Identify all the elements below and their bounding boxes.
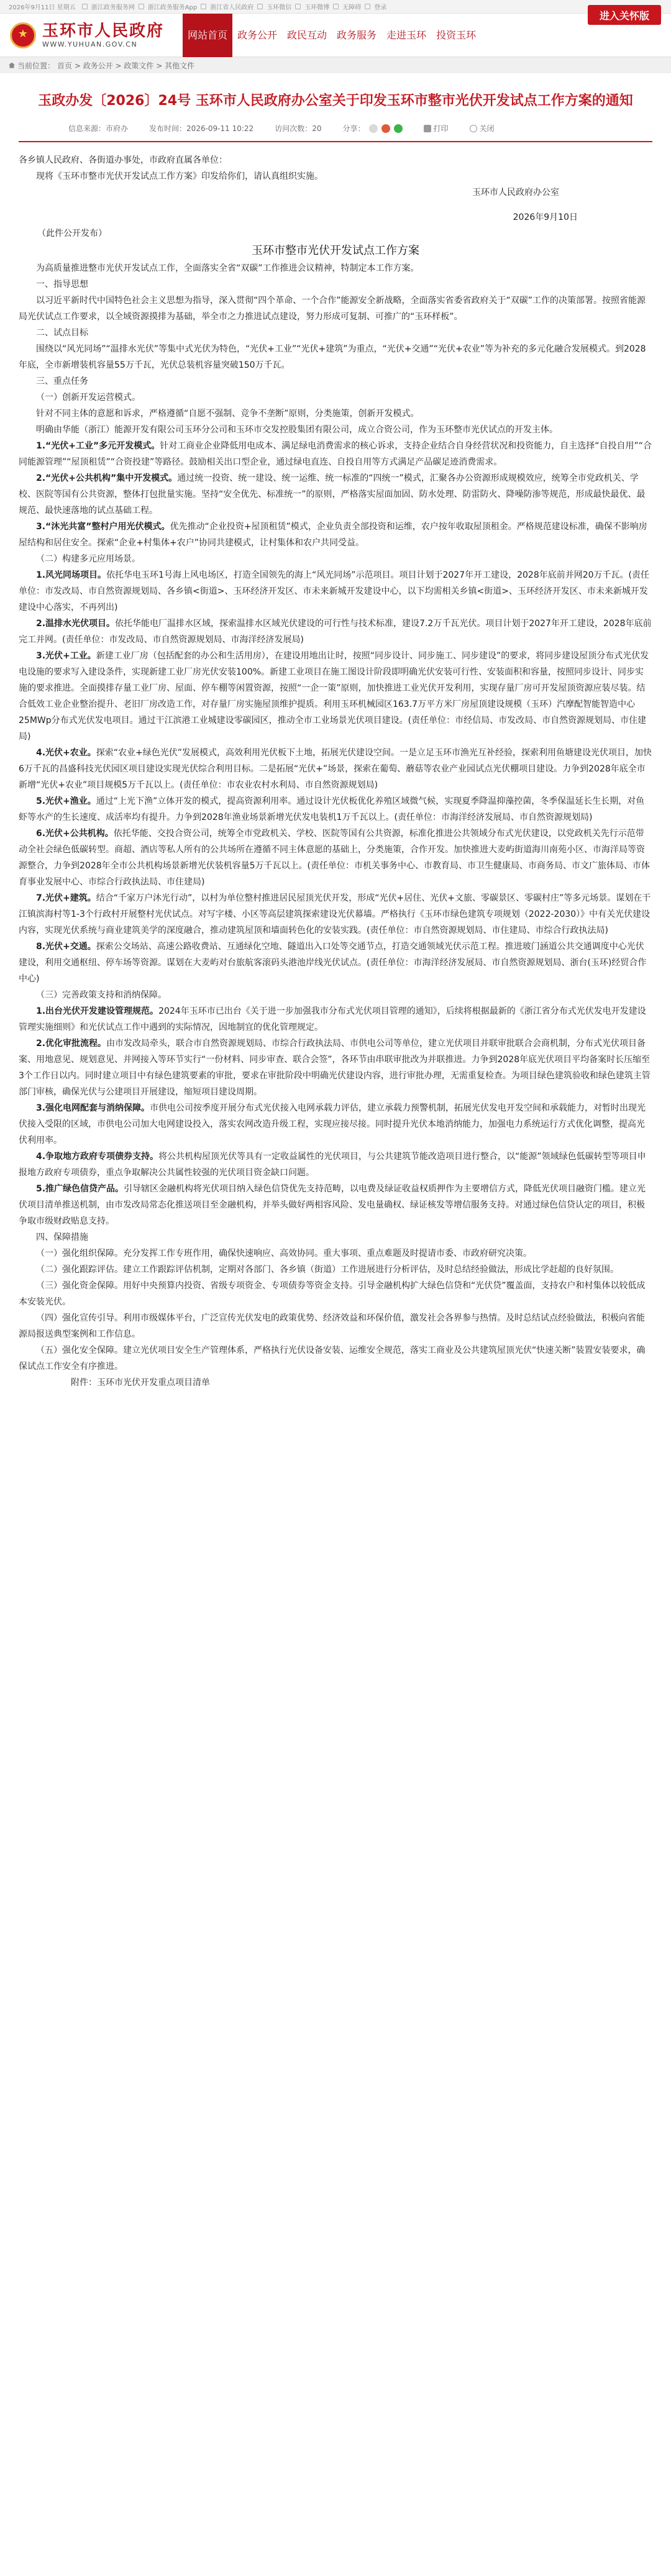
- breadcrumb-prefix: 当前位置：: [17, 61, 55, 70]
- plan-paragraph: [19, 406, 652, 422]
- paragraph-lead: 1.“光伏+工业”多元开发模式。: [36, 441, 160, 451]
- paragraph-text: 依托华能电厂温排水区域，探索温排水区域光伏建设的可行性与技术标准，建设7.2万千瓦光伏。项目计划于2027年开工建设，2028年底前完工并网。(责任单位：市发改局、市自然资源规划局、市海洋经济发展局): [19, 619, 652, 645]
- breadcrumb-items: [57, 60, 194, 71]
- plan-paragraph: [19, 890, 652, 939]
- nav-item[interactable]: 政务服务: [337, 29, 377, 41]
- plan-paragraph: [19, 438, 652, 470]
- paragraph-lead: 4.光伏+农业。: [36, 748, 96, 758]
- plan-paragraph: [19, 519, 652, 551]
- paragraph-text: 2024年玉环市已出台《关于进一步加强我市分布式光伏项目管理的通知》，后续将根据最新的《浙江省分布式光伏发电开发建设管理实施细则》和光伏试点工作中遇到的实际情况，因地制宜的优化管理规定。: [19, 1006, 646, 1032]
- link-icon: [139, 4, 144, 9]
- plan-paragraphs: [19, 260, 652, 1375]
- breadcrumb-item[interactable]: 政务公开: [83, 61, 113, 70]
- link-icon: [82, 4, 88, 9]
- paragraph-text: （四）强化宣传引导。利用市级媒体平台，广泛宣传光伏发电的政策优势、经济效益和环保价值，激发社会各界参与热情。及时总结试点经验做法，积极向省能源局报送典型案例和工作信息。: [19, 1313, 645, 1339]
- plan-paragraph: [19, 1278, 652, 1310]
- top-link[interactable]: 浙江政务服务网: [91, 4, 135, 11]
- paragraph-text: （一）创新开发运营模式。: [36, 393, 140, 403]
- nav-item[interactable]: 网站首页: [183, 14, 232, 57]
- breadcrumb-separator: >: [112, 61, 124, 70]
- notice-text: 现将《玉环市整市光伏开发试点工作方案》印发给你们，请认真组织实施。: [36, 171, 323, 181]
- paragraph-lead: 1.风光同场项目。: [36, 570, 107, 580]
- paragraph-text: 新建工业厂房（包括配套的办公和生活用房），在建设用地出让时，按照“同步设计、同步施工、同步建设”的要求，将同步建设屋顶分布式光伏发电设施的要求写入建设条件，实现新建工业厂房光伏安装100%。新建工业项目在施工图设计阶段即明确光伏安装可行性、安装面积和容量，按照同步设计、同步实施的要求推进。全面摸排存量工业厂房、屋面、停车棚等闲置资源，按照“一企一策”原则，加快推进工业光伏开发利用，实现存量厂房可开发屋顶资源应装尽装。结合低效工业企业整治提升、老旧厂房改造工作，对存量厂房实施屋顶维护提质。利用玉环机械园区163.7万平方米厂房屋顶建设规模（玉环）汽摩配智能智造中心25MWp分布式光伏发电项目。通过干江滨港工业城建设零碳园区，推动全市工业场景光伏项目建设。(责任单位：市经信局、市发改局、市自然资源规划局、市住建局): [19, 651, 649, 742]
- paragraph-text: 二、试点目标: [36, 328, 88, 338]
- breadcrumb-item[interactable]: 其他文件: [165, 61, 195, 70]
- nav-item[interactable]: 政务公开: [237, 29, 278, 41]
- paragraph-text: 明确由华能（浙江）能源开发有限公司玉环分公司和玉环市交发控股集团有限公司，成立合资公司，作为玉环整市光伏试点的开发主体。: [36, 425, 558, 435]
- plan-paragraph: [19, 260, 652, 276]
- paragraph-text: 将公共机构屋顶光伏等具有一定收益属性的光伏项目，与公共建筑节能改造项目进行整合，以“能源”领域绿色低碳转型等项目申报地方政府专项债券，重点争取解决公共属性较强的光伏项目资金缺口问题。: [19, 1152, 646, 1178]
- breadcrumb: [0, 57, 671, 73]
- site-name: 玉环市人民政府: [42, 22, 165, 40]
- paragraph-lead: 5.推广绿色信贷产品。: [36, 1184, 124, 1194]
- paragraph-text: 三、重点任务: [36, 376, 88, 386]
- paragraph-text: 引导辖区金融机构将光伏项目纳入绿色信贷优先支持范畴，以电费及绿证收益权质押作为主要增信方式，降低光伏项目融资门槛。建立光伏项目清单推送机制，由市发改局常态化推送项目至金融机构，并举头做好两相容风险、发电量确权、绿证核发等增信服务支持。对通过绿色信贷认定的项目，积极争取市级财政贴息支持。: [19, 1184, 646, 1226]
- plan-paragraph: [19, 1262, 652, 1278]
- plan-paragraph: [19, 1229, 652, 1245]
- plan-paragraph: [19, 1149, 652, 1181]
- national-emblem-icon: [10, 22, 36, 48]
- paragraph-lead: 2.“光伏+公共机构”集中开发模式。: [36, 473, 178, 483]
- plan-paragraph: [19, 1181, 652, 1229]
- paragraph-lead: 3.强化电网配套与消纳保障。: [36, 1103, 150, 1113]
- share-weibo-icon[interactable]: [381, 124, 390, 133]
- paragraph-text: （三）强化资金保障。用好中央预算内投资、省级专项资金、专项债券等资金支持。引导金融机构扩大绿色信贷和“光伏贷”覆盖面，支持农户和村集体以较低成本安装光伏。: [19, 1281, 646, 1307]
- plan-paragraph: [19, 1100, 652, 1149]
- views-label: 访问次数：: [275, 124, 313, 133]
- top-link[interactable]: 浙江省人民政府: [210, 4, 254, 11]
- nav-item[interactable]: 投资玉环: [436, 29, 477, 41]
- share-qzone-icon[interactable]: [369, 124, 378, 133]
- paragraph-text: 一、指导思想: [36, 280, 88, 289]
- link-icon: [365, 4, 370, 9]
- share-label: 分享：: [342, 124, 365, 133]
- main-nav: [183, 14, 481, 57]
- salutation: 各乡镇人民政府、各街道办事处，市政府直属各单位：: [19, 155, 227, 165]
- paragraph-text: 由市发改局牵头，联合市自然资源规划局、市综合行政执法局、市供电公司等单位，建立光伏项目并联审批联合会商机制，分布式光伏项目备案、用地意见、规划意见、并网接入等环节实行“一份材料、同步审查、联合会签”，各环节由串联审批改为并联推进。力争到2028年底光伏项目平均备案时长压缩至3个工作日以内。同时建立项目中有绿色建筑要素的审批，要求在审批阶段中明确光伏建设内容，进行审批办理，无需重复检查。为项目绿色建筑验收和绿色建筑主管部门审核，确保光伏与公建项目开展建设，缩短项目建设周期。: [19, 1039, 650, 1097]
- plan-paragraph: [19, 939, 652, 987]
- top-link[interactable]: 玉环微博: [304, 4, 330, 11]
- article-meta: [19, 123, 652, 142]
- plan-paragraph: [19, 1035, 652, 1100]
- plan-paragraph: [19, 1310, 652, 1342]
- paragraph-text: 依托华电玉环1号海上风电场区，打造全国领先的海上“风光同场”示范项目。项目计划于2027年开工建设，2028年底前并网20万千瓦。(责任单位：市发改局、市自然资源规划局、各乡镇<街道>、玉环经济开发区、市未来新城开发建设中心，以下均需相关乡镇<街道>、玉环经济开发区、市未来新城开发建设中心落实，不再列出): [19, 570, 650, 612]
- paragraph-text: 围绕以“风光同场”“温排水光伏”等集中式光伏为特色，“光伏+工业”“光伏+建筑”为重点，“光伏+交通”“光伏+农业”等为补充的多元化融合发展模式。到2028年底，全市新增装机容量55万千瓦，光伏总装机容量突破150万千瓦。: [19, 344, 646, 370]
- top-link[interactable]: 登录: [374, 4, 387, 11]
- plan-paragraph: [19, 793, 652, 826]
- top-links: [82, 2, 387, 11]
- plan-paragraph: [19, 293, 652, 325]
- paragraph-text: 以习近平新时代中国特色社会主义思想为指导，深入贯彻“四个革命、一个合作”能源安全新战略，全面落实省委省政府关于“双碳”工作的决策部署。按照省能源局光伏试点工作要求，以全域资源摸排为基础，举全市之力推进试点建设，努力形成可复制、可推广的“玉环样板”。: [19, 296, 646, 322]
- print-icon: [424, 125, 431, 132]
- paragraph-text: 为高质量推进整市光伏开发试点工作，全面落实全省“双碳”工作推进会议精神，特制定本工作方案。: [36, 263, 419, 273]
- date-label: 发布时间：: [149, 124, 187, 133]
- link-icon: [333, 4, 339, 9]
- plan-paragraph: [19, 648, 652, 745]
- paragraph-text: （五）强化安全保障。建立光伏项目安全生产管理体系，严格执行光伏设备安装、运维安全规范，落实工商业及公共建筑屋顶光伏“快速关断”装置安装要求，确保试点工作安全有序推进。: [19, 1345, 646, 1372]
- breadcrumb-item[interactable]: 首页: [57, 61, 73, 70]
- source-value: 市府办: [106, 124, 129, 133]
- paragraph-text: 通过“上光下渔”立体开发的模式，提高资源利用率。通过设计光伏板优化养殖区域微气候，实现夏季降温抑藻控菌，冬季保温延长生长期，对鱼虾等水产的生长速度、成活率均有提升。力争到2028年渔业场景新增光伏发电装机1万千瓦以上。(责任单位：市海洋经济发展局、市自然资源规划局): [19, 796, 645, 822]
- views-value: 20: [312, 124, 322, 133]
- care-mode-button[interactable]: 进入关怀版: [588, 5, 661, 25]
- paragraph-lead: 7.光伏+建筑。: [36, 893, 96, 903]
- plan-paragraph: [19, 551, 652, 567]
- paragraph-text: 四、保障措施: [36, 1232, 88, 1242]
- paragraph-lead: 4.争取地方政府专项债券支持。: [36, 1152, 159, 1162]
- paragraph-text: 探索公交场站、高速公路收费站、互通绿化空地、隧道出入口处等交通节点，打造交通领域光伏示范工程。推进玻门涵道公共交通调度中心光伏建设，利用交通枢纽、停车场等资源。谋划在大麦屿对台旅航客滚码头港池岸线光伏试点。(责任单位：市海洋经济发展局、市自然资源规划局、浙台(玉环)经贸合作中心): [19, 942, 647, 984]
- home-icon: [9, 63, 15, 68]
- date-value: 2026-09-11 10:22: [186, 124, 254, 133]
- paragraph-text: （二）构建多元应用场景。: [36, 554, 140, 564]
- paragraph-text: 针对工商业企业降低用电成本、满足绿电消费需求的核心诉求，支持企业结合自身经营状况和投资能力，自主选择“自投自用”“合同能源管理”“屋顶租赁”“合资投建”等路径。鼓励相关出口型企业，通过绿电直连、自投自用等方式满足产品碳足迹消费需求。: [19, 441, 652, 467]
- plan-paragraph: [19, 373, 652, 389]
- plan-paragraph: [19, 325, 652, 341]
- link-icon: [295, 4, 301, 9]
- top-date: 2026年9月11日 星期五: [9, 4, 76, 11]
- sign-organization: 玉环市人民政府办公室: [472, 188, 559, 198]
- breadcrumb-separator: >: [72, 61, 83, 70]
- site-logo[interactable]: [10, 22, 183, 48]
- paragraph-text: （二）强化跟踪评估。建立工作跟踪评估机制，定期对各部门、各乡镇（街道）工作进展进行分析评估，及时总结经验做法，形成比学赶超的良好氛围。: [36, 1265, 619, 1275]
- nav-item[interactable]: 走进玉环: [386, 29, 427, 41]
- paragraph-text: 市供电公司按季度开展分布式光伏接入电网承载力评估，建立承载力预警机制，拓展光伏发电开发空间和承载能力，对暂时出现光伏接入受限的区域，市供电公司加大电网建设投入，落实农网改造升级工程，实现应接尽接。同时提升光伏本地消纳能力，加强电力系统运行方式优化调整，提高光伏利用率。: [19, 1103, 646, 1145]
- paragraph-lead: 3.“沐光共富”整村户用光伏模式。: [36, 522, 170, 532]
- paragraph-text: 依托华能、交投合资公司，统筹全市党政机关、学校、医院等国有公共资源，标准化推进公共领域分布式光伏建设，以党政机关先行示范带动全社会绿色低碳转型。商超、酒店等私人所有的公共场所在遵循不同主体意愿的基础上，分类施策，合作开发。加快推进大麦屿街道海川南苑小区、市海洋局等资源整合，力争到2028年全市公共机构场景新增光伏装机容量5万千瓦以上。(责任单位：市机关事务中心、市教育局、市卫生健康局、市商务局、市文广旅体局、市体育事业发展中心、市综合行政执法局、市住建局): [19, 829, 650, 887]
- plan-paragraph: [19, 422, 652, 438]
- plan-paragraph: [19, 1003, 652, 1035]
- top-link[interactable]: 玉环微信: [267, 4, 292, 11]
- plan-paragraph: [19, 1342, 652, 1375]
- article-title: 玉政办发〔2026〕24号 玉环市人民政府办公室关于印发玉环市整市光伏开发试点工作方案的通知: [38, 93, 633, 109]
- plan-paragraph: [19, 341, 652, 373]
- top-link[interactable]: 浙江政务服务App: [147, 4, 198, 11]
- top-link[interactable]: 无障碍: [342, 4, 362, 11]
- site-url: WWW.YUHUAN.GOV.CN: [42, 40, 138, 48]
- link-icon: [201, 4, 206, 9]
- sign-date: 2026年9月10日: [513, 212, 578, 222]
- plan-paragraph: [19, 470, 652, 519]
- plan-paragraph: [19, 745, 652, 793]
- paragraph-lead: 1.出台光伏开发建设管理规范。: [36, 1006, 159, 1016]
- plan-paragraph: [19, 276, 652, 293]
- paragraph-lead: 6.光伏+公共机构。: [36, 829, 114, 839]
- plan-title: 玉环市整市光伏开发试点工作方案: [252, 244, 419, 257]
- attachment-link[interactable]: 附件：玉环市光伏开发重点项目清单: [71, 1378, 210, 1388]
- close-icon: [470, 125, 477, 132]
- breadcrumb-item[interactable]: 政策文件: [124, 61, 154, 70]
- link-icon: [257, 4, 263, 9]
- paragraph-lead: 3.光伏+工业。: [36, 651, 96, 661]
- paragraph-lead: 2.温排水光伏项目。: [36, 619, 116, 629]
- paragraph-lead: 8.光伏+交通。: [36, 942, 96, 952]
- plan-paragraph: [19, 389, 652, 406]
- article-body: [19, 142, 652, 1400]
- source-label: 信息来源：: [68, 124, 106, 133]
- paragraph-text: 针对不同主体的意愿和诉求，严格遵循“自愿不强制、竞争不垄断”原则，分类施策，创新开发模式。: [36, 409, 419, 419]
- plan-paragraph: [19, 826, 652, 890]
- plan-paragraph: [19, 1245, 652, 1262]
- paragraph-text: （三）完善政策支持和消纳保障。: [36, 990, 167, 1000]
- site-header: [0, 9, 671, 57]
- paragraph-lead: 5.光伏+渔业。: [36, 796, 96, 806]
- paragraph-text: 通过统一投资、统一建设、统一运维、统一标准的“四统一”模式，汇聚各办公资源形成规模效应，统筹全市党政机关、学校、医院等国有公共资源，整体打包批量实施。坚持“安全优先、标准统一”的原则，严格落实屋面加固、防水处理、防雷防火、降噪防渗等规范，形成最快最优、最规范、最快速落地的试点基础工程。: [19, 473, 646, 516]
- article: [0, 73, 671, 1400]
- plan-paragraph: [19, 567, 652, 616]
- paragraph-lead: 2.优化审批流程。: [36, 1039, 107, 1049]
- public-note: （此件公开发布）: [37, 229, 107, 239]
- share-wechat-icon[interactable]: [394, 124, 403, 133]
- top-strip: [0, 0, 671, 14]
- breadcrumb-separator: >: [153, 61, 165, 70]
- share-group: [342, 123, 402, 134]
- paragraph-text: 结合“千家万户沐光行动”，以村为单位整村推进居民屋顶光伏开发，形成“光伏+居住、光伏+文旅、零碳景区、零碳村庄”等多元场景。谋划在干江镇滨海村等1-3个行政村开展整村光伏试点。对写字楼、小区等高层建筑探索建设光伏幕墙。严格执行《玉环市绿色建筑专项规划（2022-2030）》中有关光伏建设内容，实现光伏系统与商业建筑美学的深度融合，推动建筑屋顶和墙面转色化的安装实践。(责任单位：市自然资源规划局、市住建局、市综合行政执法局): [19, 893, 651, 935]
- paragraph-text: （一）强化组织保障。充分发挥工作专班作用，确保快速响应、高效协同。重大事项、重点难题及时提请市委、市政府研究决策。: [36, 1249, 532, 1258]
- plan-paragraph: [19, 616, 652, 648]
- close-button[interactable]: 关闭: [470, 123, 495, 134]
- nav-item[interactable]: 政民互动: [287, 29, 327, 41]
- paragraph-text: 探索“农业+绿色光伏”发展模式，高效利用光伏板下土地，拓展光伏建设空间。一是立足玉环市渔光互补经验，探索利用鱼塘建设光伏项目，加快6万千瓦的昌盛科技光伏园区项目建设实现光伏综合利用目标。二是拓展“光伏+”场景，探索在葡萄、蘑菇等农业产业园试点光伏棚项目建设。力争到2028年底全市新增“光伏+农业”项目规模5万千瓦以上。(责任单位：市农业农村水利局、市自然资源规划局): [19, 748, 652, 790]
- plan-paragraph: [19, 987, 652, 1003]
- paragraph-text: 优先推动“企业投资+屋顶租赁”模式，企业负责全部投资和运维，农户按年收取屋顶租金。严格规范建设标准，确保不影响房屋结构和居住安全。探索“企业+村集体+农户”协同共建模式，让村集体和农户共同受益。: [19, 522, 647, 548]
- print-button[interactable]: 打印: [424, 123, 449, 134]
